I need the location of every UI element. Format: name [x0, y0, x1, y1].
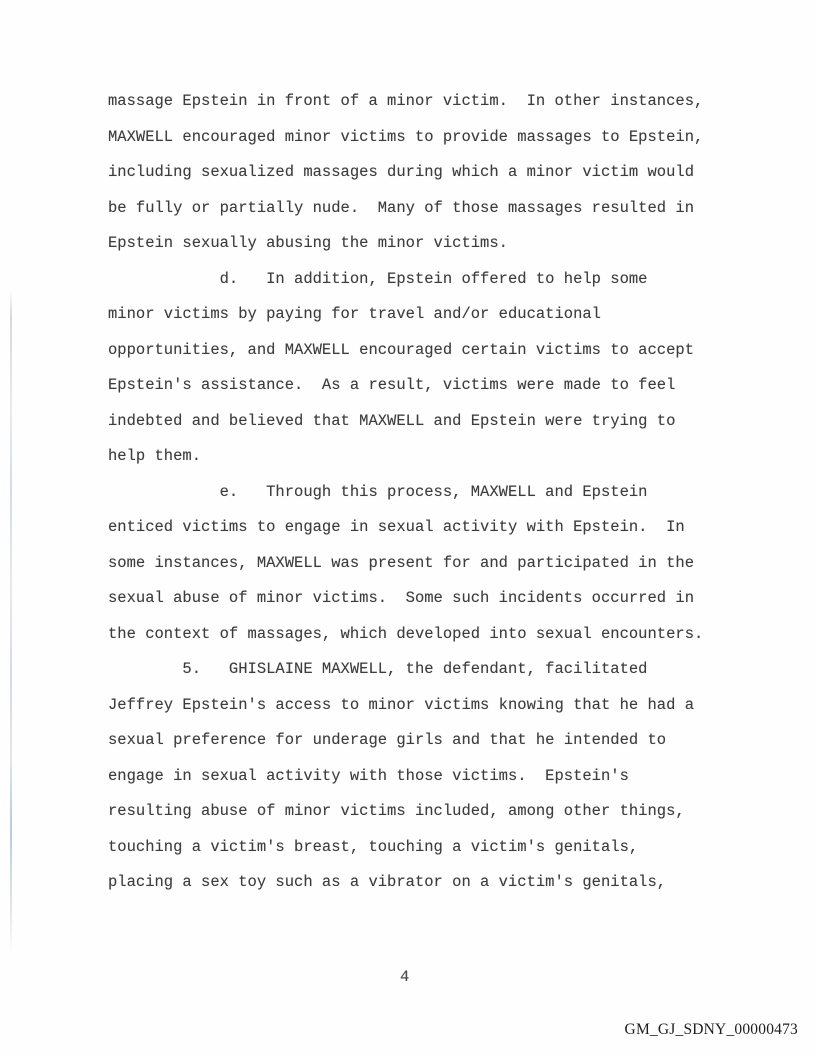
document-line: touching a victim's breast, touching a victim's genitals,: [108, 837, 639, 856]
document-line: resulting abuse of minor victims included, among other things,: [108, 802, 685, 820]
page-number: 4: [400, 968, 410, 986]
document-line: indebted and believed that MAXWELL and Epstein were trying to: [108, 411, 676, 430]
document-line: Epstein sexually abusing the minor victims.: [108, 234, 508, 252]
document-line: some instances, MAXWELL was present for and participated in the: [108, 553, 694, 572]
document-line: be fully or partially nude. Many of those massages resulted in: [108, 198, 694, 217]
document-line: engage in sexual activity with those victims. Epstein's: [108, 766, 629, 785]
document-text-block: [108, 84, 748, 901]
document-line: placing a sex toy such as a vibrator on a victim's genitals,: [108, 873, 667, 891]
document-line: sexual preference for underage girls and that he intended to: [108, 731, 667, 749]
document-line: massage Epstein in front of a minor victim. In other instances,: [108, 92, 704, 110]
document-line: enticed victims to engage in sexual activity with Epstein. In: [108, 518, 685, 536]
document-line: the context of massages, which developed into sexual encounters.: [108, 624, 704, 643]
bates-stamp: GM_GJ_SDNY_00000473: [624, 1021, 798, 1038]
document-line: d. In addition, Epstein offered to help some: [108, 269, 648, 288]
document-line: sexual abuse of minor victims. Some such incidents occurred in: [108, 589, 694, 607]
document-line: help them.: [108, 447, 202, 465]
document-line: opportunities, and MAXWELL encouraged certain victims to accept: [108, 340, 694, 359]
document-line: MAXWELL encouraged minor victims to provide massages to Epstein,: [108, 127, 704, 146]
document-line: e. Through this process, MAXWELL and Epstein: [108, 482, 648, 501]
document-line: 5. GHISLAINE MAXWELL, the defendant, facilitated: [108, 660, 648, 678]
document-line: including sexualized massages during which a minor victim would: [108, 163, 694, 181]
document-line: minor victims by paying for travel and/or educational: [108, 305, 601, 323]
scan-artifact-edge: [10, 290, 12, 955]
document-line: Jeffrey Epstein's access to minor victims knowing that he had a: [108, 695, 694, 714]
document-line: Epstein's assistance. As a result, victims were made to feel: [108, 376, 676, 394]
